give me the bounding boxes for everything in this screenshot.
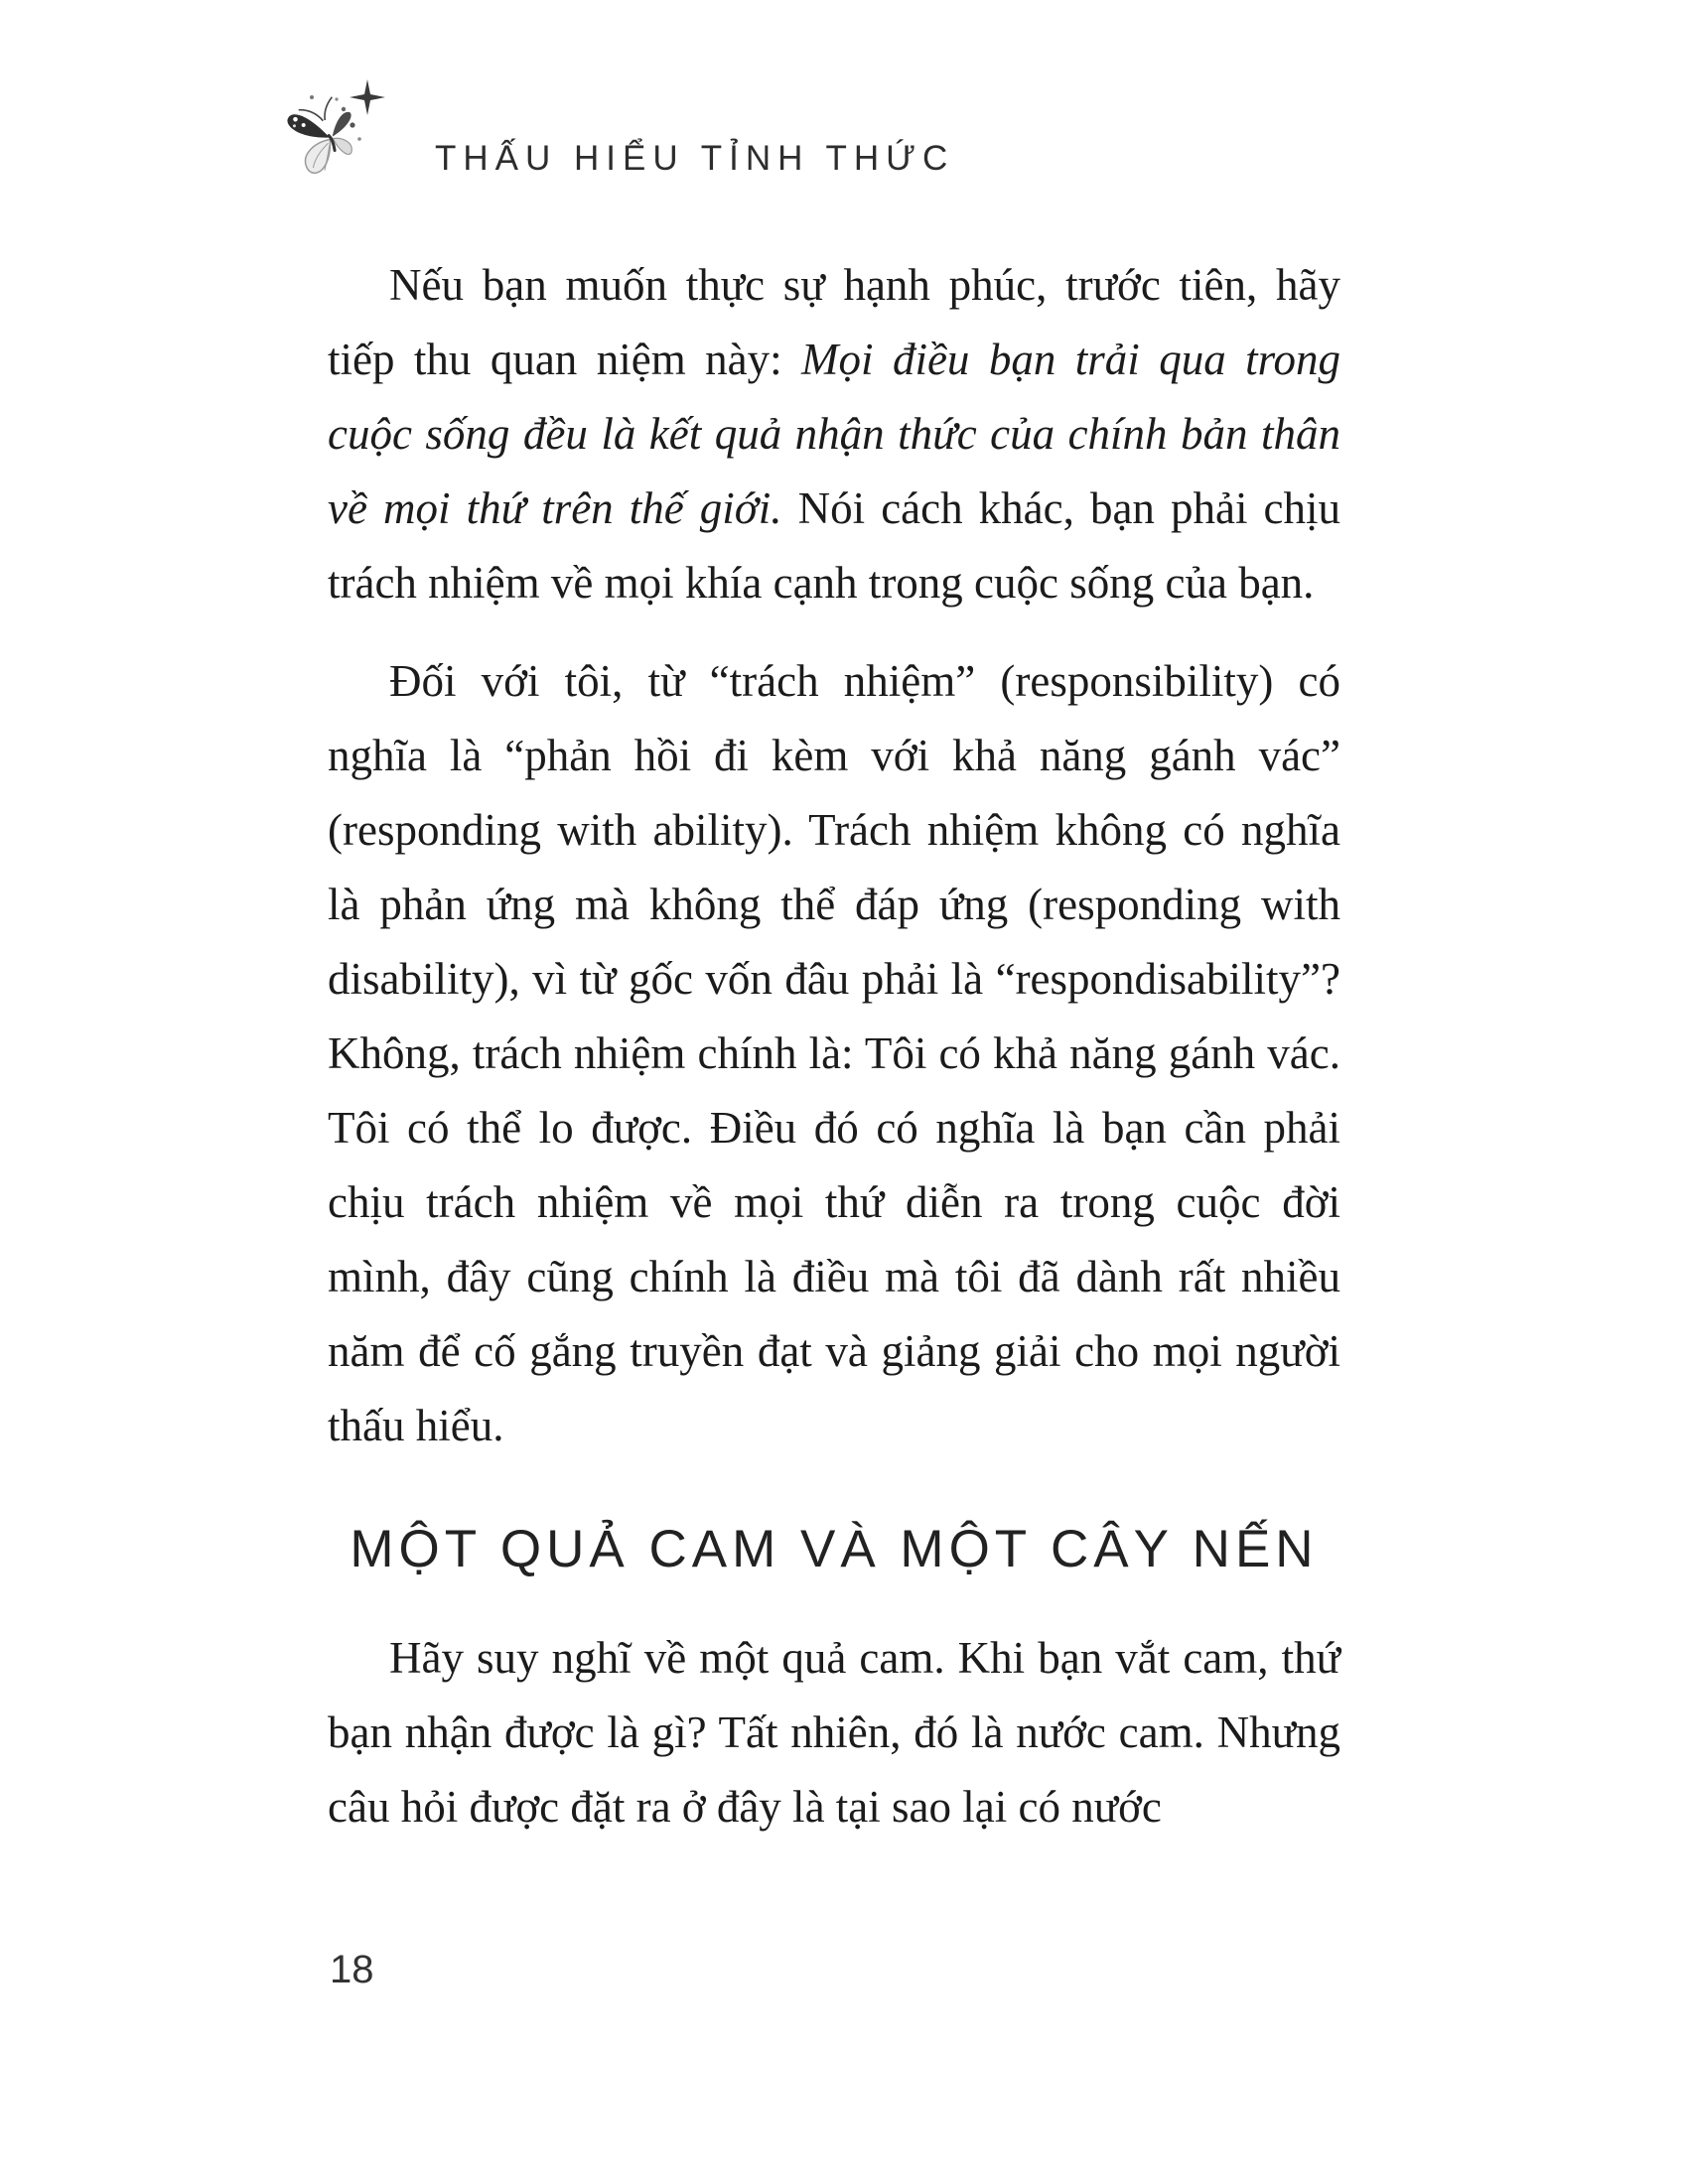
- paragraph-2: Đối với tôi, từ “trách nhiệm” (responsibility) có nghĩa là “phản hồi đi kèm với khả năng gánh vác” (responding with ability). Trách nhiệm không có nghĩa là phản ứng mà không thể đáp ứng (responding with disability), vì từ gốc vốn đâu phải là “respondisability”? Không, trách nhiệm chính là: Tôi có khả năng gánh vác. Tôi có thể lo được. Điều đó có nghĩa là bạn cần phải chịu trách nhiệm về mọi thứ diễn ra trong cuộc đời mình, đây cũng chính là điều mà tôi đã dành rất nhiều năm để cố gắng truyền đạt và giảng giải cho mọi người thấu hiểu.: [328, 656, 1340, 1450]
- paragraph-1-lead: Nếu bạn muốn thực sự hạnh phúc, trước tiên, hãy tiếp thu quan niệm này:: [328, 260, 1340, 384]
- section-heading: MỘT QUẢ CAM VÀ MỘT CÂY NẾN: [350, 1520, 1319, 1578]
- page-header: [280, 77, 954, 185]
- paragraph-1: [328, 248, 1340, 620]
- paragraph-1-italic: Mọi điều bạn trải qua trong cuộc sống đều là kết quả nhận thức của chính bản thân về mọi thứ trên thế giới.: [328, 335, 1340, 533]
- paragraph-3: Hãy suy nghĩ về một quả cam. Khi bạn vắt cam, thứ bạn nhận được là gì? Tất nhiên, đó là nước cam. Nhưng câu hỏi được đặt ra ở đây là tại sao lại có nước: [328, 1633, 1340, 1832]
- running-title: THẤU HIỂU TỈNH THỨC: [435, 139, 955, 178]
- page-number: 18: [330, 1948, 374, 1991]
- sparkle-icon: [350, 79, 385, 115]
- text-block: [328, 248, 1340, 1868]
- butterfly-sparkle-icon: [280, 77, 401, 185]
- paragraph-1-tail: Nói cách khác, bạn phải chịu trách nhiệm về mọi khía cạnh trong cuộc sống của bạn.: [328, 483, 1340, 608]
